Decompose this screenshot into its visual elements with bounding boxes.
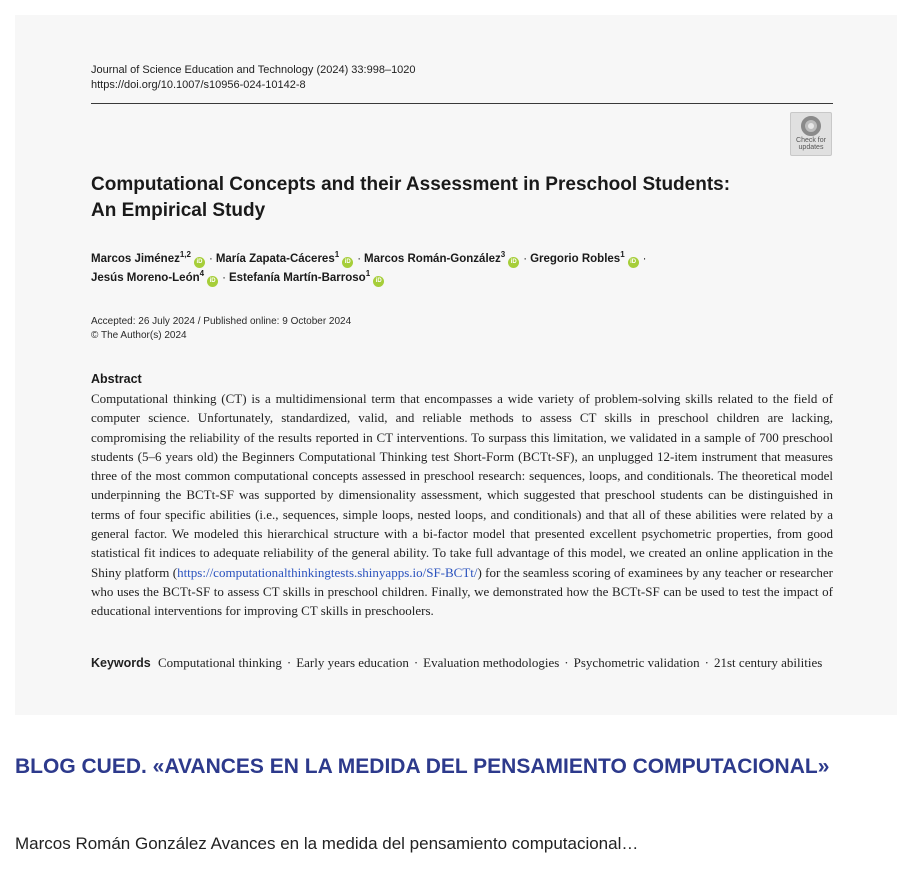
author-name: María Zapata-Cáceres — [215, 253, 335, 265]
keyword: Early years education — [296, 655, 409, 670]
blog-post-excerpt: Marcos Román González Avances en la medida del pensamiento computacional… — [15, 834, 639, 853]
author-item — [215, 250, 356, 265]
author-separator: · — [523, 253, 528, 265]
check-for-updates-label: Check for updates — [796, 137, 826, 151]
author-affiliation: 3 — [500, 250, 506, 260]
author-separator: · — [222, 272, 226, 284]
orcid-icon[interactable]: iD — [194, 257, 205, 268]
author-separator: · — [208, 253, 213, 265]
author-name: Marcos Jiménez — [91, 253, 180, 265]
dates-line: Accepted: 26 July 2024 / Published online: 9 October 2024 — [91, 316, 352, 327]
keyword: Computational thinking — [158, 655, 282, 670]
journal-info — [91, 63, 416, 93]
author-affiliation: 1 — [620, 250, 625, 260]
abstract-heading: Abstract — [91, 372, 142, 386]
author-separator: · — [357, 253, 362, 265]
journal-line: Journal of Science Education and Technology (2024) 33:998–1020 — [91, 64, 416, 76]
author-separator: · — [642, 253, 647, 265]
keyword: 21st century abilities — [714, 655, 823, 670]
keyword-separator: · — [564, 655, 569, 670]
keyword-separator: · — [704, 655, 709, 670]
author-line — [91, 269, 791, 288]
author-affiliation: 1 — [334, 250, 340, 260]
author-name: Estefanía Martín-Barroso — [228, 272, 366, 284]
paper-title-line-1: Computational Concepts and their Assessment in Preschool Students: — [91, 174, 731, 195]
doi-line: https://doi.org/10.1007/s10956-024-10142-8 — [91, 79, 306, 91]
paper-title — [91, 172, 791, 224]
author-list — [91, 250, 791, 288]
author-item — [228, 269, 387, 284]
abstract-text — [91, 389, 833, 621]
keywords — [91, 653, 833, 673]
orcid-icon[interactable]: iD — [628, 257, 639, 268]
publication-dates — [91, 315, 351, 343]
author-name: Jesús Moreno-León — [91, 272, 200, 284]
check-for-updates-icon — [801, 116, 821, 136]
blog-post-title[interactable]: BLOG CUED. «AVANCES EN LA MEDIDA DEL PENSAMIENTO COMPUTACIONAL» — [15, 755, 830, 778]
orcid-icon[interactable]: iD — [508, 257, 519, 268]
copyright-line: © The Author(s) 2024 — [91, 330, 187, 341]
keyword-separator: · — [413, 655, 419, 670]
keywords-label: Keywords — [91, 656, 151, 670]
orcid-icon[interactable]: iD — [342, 257, 353, 268]
header-rule — [91, 103, 833, 104]
abstract-body-end: ) for the seamless scoring of examinees by any teacher or researcher who uses the BCTt-SF to assess CT skills in preschool children. Finally, we demonstrated how the BCTt-SF can be used to test the impact of educational interventions for improving CT skills in preschoolers. — [91, 564, 834, 619]
author-item — [91, 250, 208, 265]
keyword: Psychometric validation — [573, 655, 700, 670]
author-name: Gregorio Robles — [530, 253, 621, 265]
author-name: Marcos Román-González — [364, 253, 501, 265]
author-item — [530, 250, 642, 265]
paper-title-line-2: An Empirical Study — [91, 200, 266, 221]
author-line — [91, 250, 791, 269]
orcid-icon[interactable]: iD — [373, 276, 384, 287]
shiny-app-link[interactable]: https://computationalthinkingtests.shinyapps.io/SF-BCTt/ — [177, 564, 478, 580]
author-affiliation: 4 — [199, 269, 205, 279]
abstract-body: Computational thinking (CT) is a multidimensional term that encompasses a wide variety of problem-solving skills related to the field of computer science. Unfortunately, standardized, valid, and reliable methods to assess CT skills in preschool children are lacking, compromising the reliability of the results reported in CT interventions. To surpass this limitation, we validated in a sample of 700 preschool students (5–6 years old) the Beginners Computational Thinking test Short-Form (BCTt-SF), an unplugged 12-item instrument that measures three of the most common computational concepts assessed in preschool research: sequences, loops, and conditionals. The theoretical model underpinning the BCTt-SF was supported by dimensionality assessment, which suggested that preschool students can be distinguished in terms of four specific abilities (i.e., sequences, simple loops, nested loops, and conditionals) and that all of these abilities were related by a general factor. We modeled this hierarchical structure with a bi-factor model that presented excellent psychometric properties, from good statistical fit indices to adequate reliability of the general ability. To take full advantage of this model, we created an online application in the Shiny platform ( — [91, 391, 833, 580]
orcid-icon[interactable]: iD — [207, 276, 218, 287]
author-affiliation: 1,2 — [179, 250, 191, 260]
author-item — [91, 269, 221, 284]
keyword-separator: · — [286, 655, 292, 670]
author-affiliation: 1 — [365, 269, 371, 279]
check-for-updates-badge[interactable] — [790, 112, 832, 156]
author-item — [364, 250, 522, 265]
keyword: Evaluation methodologies — [423, 655, 560, 670]
paper-screenshot[interactable] — [15, 15, 897, 715]
